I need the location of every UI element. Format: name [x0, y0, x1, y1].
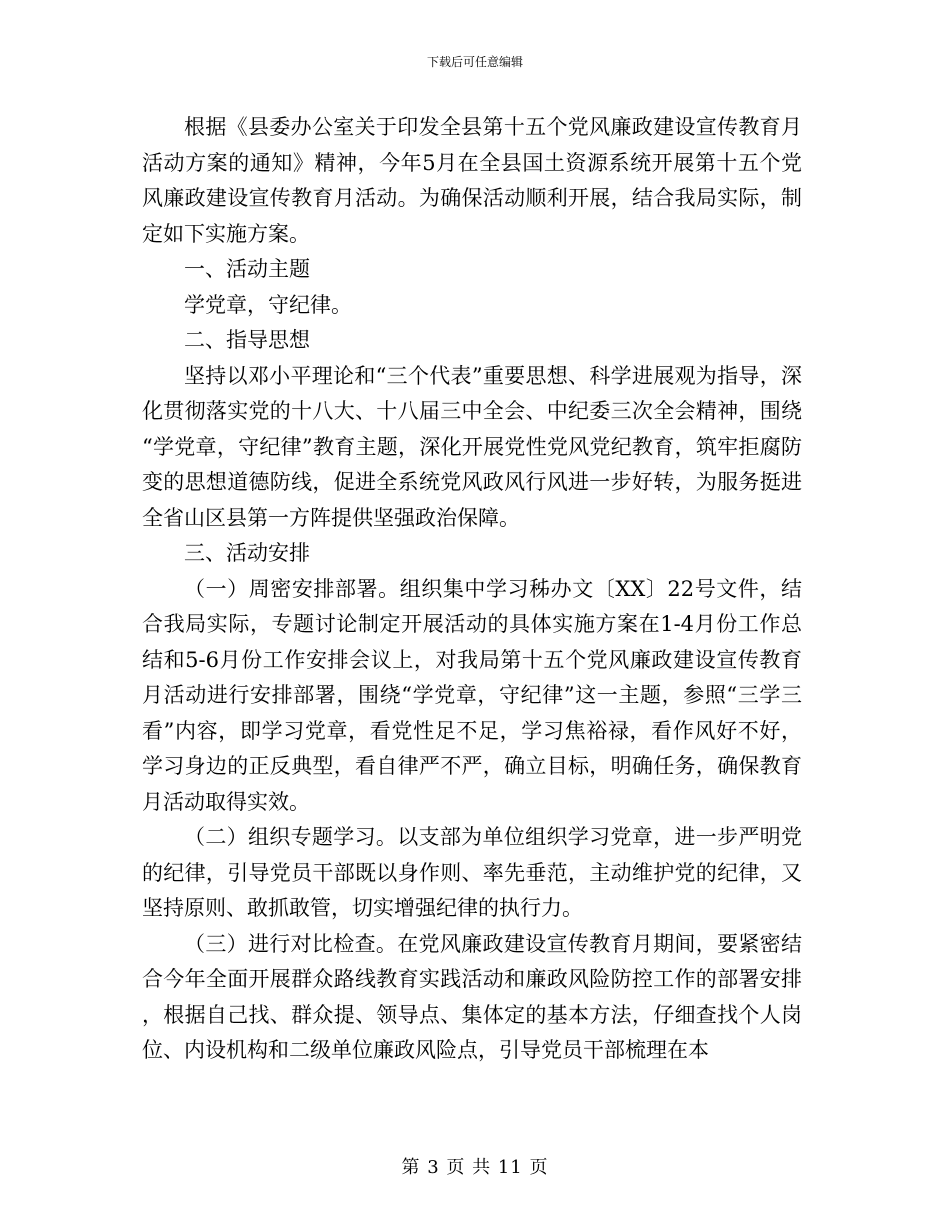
paragraph-arrangement-3: （三）进行对比检查。在党风廉政建设宣传教育月期间，要紧密结合今年全面开展群众路线教育实践活动和廉政风险防控工作的部署安排，根据自己找、群众提、领导点、集体定的基本方法，仔细查找个人岗位、内设机构和二级单位廉政风险点，引导党员干部梳理在本	[142, 931, 802, 1062]
page-number-footer: 第 3 页 共 11 页	[401, 1157, 549, 1178]
paragraph-arrangement-2: （二）组织专题学习。以支部为单位组织学习党章，进一步严明党的纪律，引导党员干部既以身作则、率先垂范，主动维护党的纪律，又坚持原则、敢抓敢管，切实增强纪律的执行力。	[142, 825, 802, 920]
document-body	[142, 110, 802, 1069]
section-heading-theme: 一、活动主题	[184, 257, 310, 281]
paragraph-guidance: 坚持以邓小平理论和“三个代表”重要思想、科学进展观为指导，深化贯彻落实党的十八大、十八届三中全会、中纪委三次全会精神，围绕“学党章，守纪律”教育主题，深化开展党性党风党纪教育，筑牢拒腐防变的思想道德防线，促进全系统党风政风行风进一步好转，为服务挺进全省山区县第一方阵提供坚强政治保障。	[142, 363, 802, 530]
page-header-note: 下载后可任意编辑	[426, 55, 523, 69]
section-heading-guidance: 二、指导思想	[184, 328, 310, 352]
paragraph-intro: 根据《县委办公室关于印发全县第十五个党风廉政建设宣传教育月活动方案的通知》精神，今年5月在全县国土资源系统开展第十五个党风廉政建设宣传教育月活动。为确保活动顺利开展，结合我局实际，制定如下实施方案。	[142, 115, 802, 246]
section-heading-arrangements: 三、活动安排	[184, 541, 310, 565]
paragraph-arrangement-1: （一）周密安排部署。组织集中学习秭办文〔XX〕22号文件，结合我局实际，专题讨论制定开展活动的具体实施方案在1-4月份工作总结和5-6月份工作安排会议上，对我局第十五个党风廉政建设宣传教育月活动进行安排部署，围绕“学党章，守纪律”这一主题，参照“三学三看”内容，即学习党章，看党性足不足，学习焦裕禄，看作风好不好，学习身边的正反典型，看自律严不严，确立目标，明确任务，确保教育月活动取得实效。	[142, 576, 802, 814]
paragraph-theme: 学党章，守纪律。	[184, 292, 352, 317]
